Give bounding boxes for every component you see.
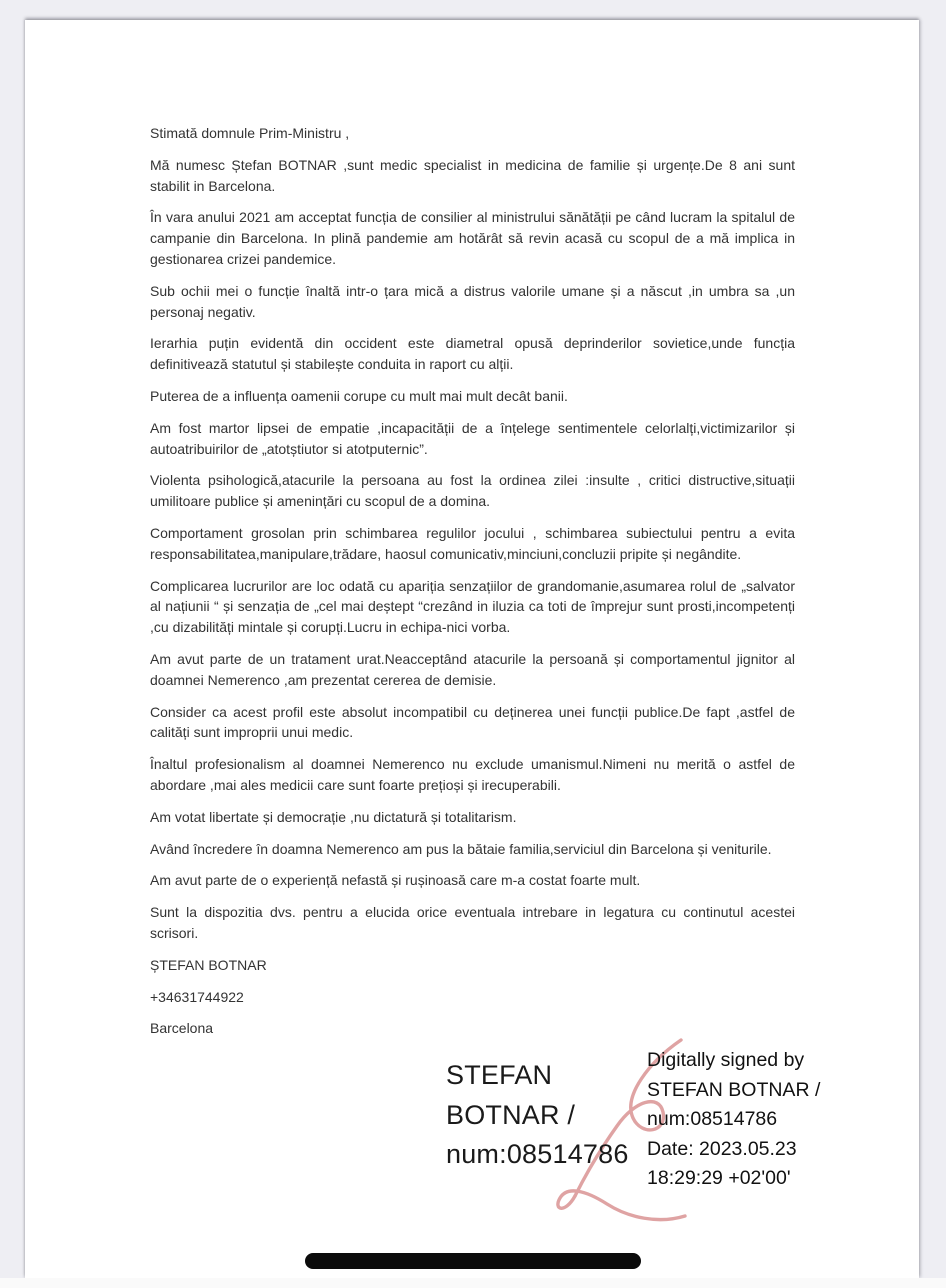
- paragraph: Înaltul profesionalism al doamnei Nemerenco nu exclude umanismul.Nimeni nu merită o astfel de abordare ,mai ales medicii care sunt foarte prețioși și irecuperabili.: [150, 756, 795, 793]
- paragraph: Violenta psihologică,atacurile la persoana au fost la ordinea zilei :insulte , critici distructive,situații umilitoare publice și amenințări cu scopul de a domina.: [150, 472, 795, 510]
- paragraph: Am avut parte de un tratament urat.Neacceptând atacurile la persoană și comportamentul jignitor al doamnei Nemerenco ,am prezentat cererea de demisie.: [150, 650, 795, 688]
- paragraph: Sunt la dispozitia dvs. pentru a elucida orice eventuala intrebare in legatura cu continutul acestei scrisori.: [150, 904, 795, 941]
- paragraph: Am votat libertate și democrație ,nu dictatură și totalitarism.: [150, 808, 517, 825]
- signature-detail-line: num:08514786: [647, 1108, 778, 1131]
- stamp-line: BOTNAR /: [446, 1099, 576, 1130]
- stamp-line: num:08514786: [446, 1139, 629, 1169]
- signature-detail-line: Digitally signed by: [647, 1049, 805, 1071]
- signature-stamp-name: [446, 1056, 629, 1175]
- signature-detail-line: Date: 2023.05.23: [647, 1137, 797, 1160]
- bottom-strip: [0, 1278, 946, 1288]
- paragraph: Am fost martor lipsei de empatie ,incapacității de a înțelege sentimentele celorlalți,victimizarilor și autoatribuirilor de „atotștiutor si atotputernic”.: [150, 419, 795, 457]
- salutation: Stimată domnule Prim-Ministru ,: [150, 125, 350, 141]
- paragraph: Complicarea lucrurilor are loc odată cu apariția senzațiilor de grandomanie,asumarea rolul de „salvator al națiunii “ și senzația de „cel mai deștept “crezând in iluzia ca toti de împrejur sunt prosti,incompetenți ,cu dizabilități mintale și corupți.Lucru in echipa-nici vorba.: [150, 577, 795, 636]
- signature-flourish-icon: [553, 1034, 721, 1234]
- stamp-line: STEFAN: [446, 1060, 553, 1090]
- signer-city: Barcelona: [150, 1020, 214, 1037]
- paragraph: Ierarhia puțin evidentă din occident este diametral opusă deprinderilor sovietice,unde funcția definitivează statutul și stabilește conduita in raport cu alții.: [150, 335, 795, 373]
- letter-body: [150, 123, 795, 1050]
- signature-detail-line: STEFAN BOTNAR /: [647, 1078, 821, 1101]
- paragraph: Comportament grosolan prin schimbarea regulilor jocului , schimbarea subiectului pentru a evita responsabilitatea,manipulare,trădare, haosul comunicativ,minciuni,concluzii pripite și negândite.: [150, 524, 795, 562]
- signature-details: [647, 1046, 820, 1194]
- signature-detail-line: 18:29:29 +02'00': [647, 1167, 791, 1190]
- paragraph: Mă numesc Ștefan BOTNAR ,sunt medic specialist in medicina de familie și urgențe.De 8 ani sunt stabilit in Barcelona.: [150, 156, 795, 194]
- letter-page: [25, 20, 919, 1278]
- signer-name: ȘTEFAN BOTNAR: [150, 956, 267, 973]
- paragraph: Consider ca acest profil este absolut incompatibil cu deținerea unei funcții publice.De fapt ,astfel de calități sunt improprii unui medic.: [150, 703, 795, 741]
- paragraph: Sub ochii mei o funcție înaltă intr-o țara mică a distrus valorile umane și a născut ,in umbra sa ,un personaj negativ.: [150, 282, 795, 320]
- paragraph: Puterea de a influența oamenii corupe cu mult mai mult decât banii.: [150, 387, 568, 404]
- paragraph: În vara anului 2021 am acceptat funcția de consilier al ministrului sănătății pe când lucram la spitalul de campanie din Barcelona. In plină pandemie am hotărât să revin acasă cu scopul de a mă implica in gestionarea crizei pandemice.: [150, 209, 795, 267]
- paragraph: Am avut parte de o experiență nefastă și rușinoasă care m-a costat foarte mult.: [150, 872, 641, 889]
- paragraph: Având încredere în doamna Nemerenco am pus la bătaie familia,serviciul din Barcelona și veniturile.: [150, 840, 772, 857]
- home-indicator-bar[interactable]: [305, 1253, 641, 1269]
- signer-phone: +34631744922: [150, 988, 244, 1005]
